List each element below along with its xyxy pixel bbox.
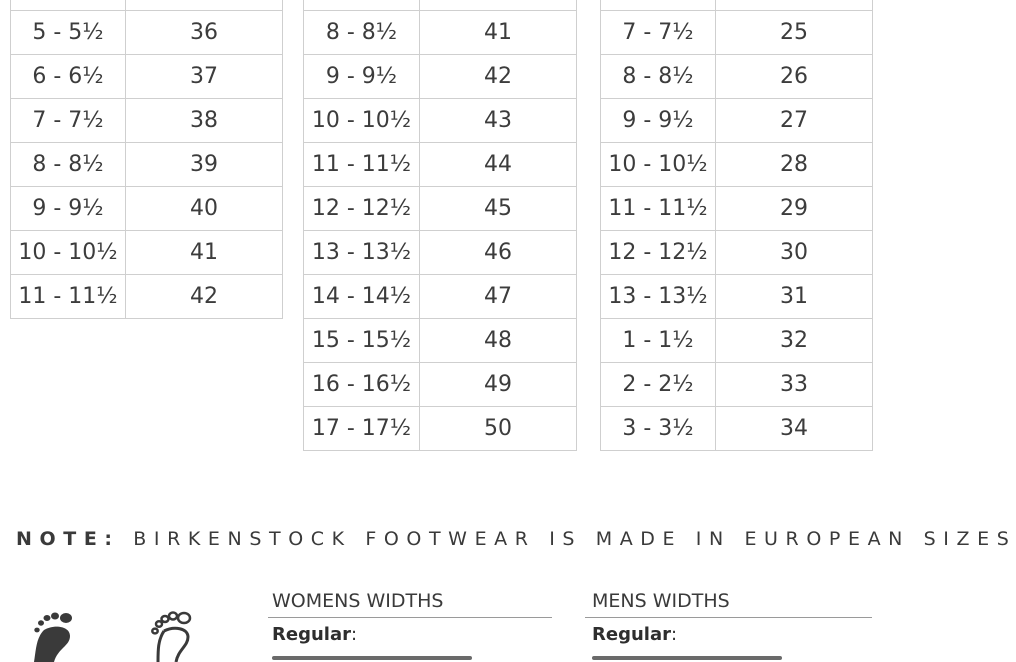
eu-size-cell: 43 <box>420 99 577 143</box>
eu-size-cell: 50 <box>420 407 577 451</box>
womens-widths-heading: WOMENS WIDTHS <box>272 590 444 612</box>
womens-cut-off-text <box>272 656 472 660</box>
us-size-cell: 8 - 8½ <box>601 55 716 99</box>
us-size-cell: 1 - 1½ <box>601 319 716 363</box>
mens-widths-divider <box>585 617 872 618</box>
eu-size-cell: 39 <box>126 143 283 187</box>
eu-size-cell: 28 <box>716 143 873 187</box>
size-table-3 <box>600 0 873 451</box>
eu-size-cell: 30 <box>716 231 873 275</box>
us-size-cell: 10 - 10½ <box>11 231 126 275</box>
eu-size-cell: 41 <box>420 11 577 55</box>
us-size-cell: 5 - 5½ <box>11 11 126 55</box>
eu-size-cell: 26 <box>716 55 873 99</box>
us-size-cell: 7 - 7½ <box>601 11 716 55</box>
size-table-1 <box>10 0 283 319</box>
size-row <box>601 407 873 451</box>
size-row <box>304 363 577 407</box>
size-table-3-body <box>601 0 873 451</box>
mens-regular-text: Regular <box>592 624 671 645</box>
size-row <box>11 275 283 319</box>
eu-size-cell: 40 <box>126 187 283 231</box>
size-row <box>304 275 577 319</box>
eu-size-cell: 31 <box>716 275 873 319</box>
foot-regular-icon <box>14 610 84 662</box>
size-row <box>601 319 873 363</box>
eu-size-cell: 33 <box>716 363 873 407</box>
size-table-2 <box>303 0 577 451</box>
size-row <box>304 143 577 187</box>
size-row <box>601 143 873 187</box>
us-size-cell: 2 - 2½ <box>601 363 716 407</box>
size-row <box>304 319 577 363</box>
us-size-cell: 13 - 13½ <box>601 275 716 319</box>
us-size-cell: 17 - 17½ <box>304 407 420 451</box>
size-row <box>601 363 873 407</box>
us-size-cell: 9 - 9½ <box>304 55 420 99</box>
us-size-cell: 6 - 6½ <box>11 55 126 99</box>
us-size-cell: 10 - 10½ <box>601 143 716 187</box>
eu-size-cell <box>716 0 873 11</box>
eu-size-cell: 32 <box>716 319 873 363</box>
size-row <box>601 275 873 319</box>
size-row <box>304 55 577 99</box>
size-row <box>304 11 577 55</box>
size-row <box>304 0 577 11</box>
us-size-cell <box>11 0 126 11</box>
size-row <box>601 187 873 231</box>
size-row <box>11 143 283 187</box>
mens-regular-label: Regular: <box>592 624 678 645</box>
us-size-cell <box>304 0 420 11</box>
mens-widths-heading: MENS WIDTHS <box>592 590 730 612</box>
size-row <box>11 0 283 11</box>
us-size-cell: 8 - 8½ <box>304 11 420 55</box>
us-size-cell: 16 - 16½ <box>304 363 420 407</box>
size-row <box>601 0 873 11</box>
size-row <box>601 11 873 55</box>
note-text: BIRKENSTOCK FOOTWEAR IS MADE IN EUROPEAN SIZES <box>133 528 1016 550</box>
eu-size-cell: 46 <box>420 231 577 275</box>
eu-size-cell: 36 <box>126 11 283 55</box>
eu-size-cell: 42 <box>126 275 283 319</box>
eu-size-cell: 38 <box>126 99 283 143</box>
us-size-cell: 11 - 11½ <box>304 143 420 187</box>
size-row <box>11 187 283 231</box>
us-size-cell: 12 - 12½ <box>601 231 716 275</box>
eu-size-cell: 37 <box>126 55 283 99</box>
size-row <box>601 231 873 275</box>
womens-regular-label: Regular: <box>272 624 358 645</box>
size-row <box>11 55 283 99</box>
eu-size-cell: 25 <box>716 11 873 55</box>
size-row <box>601 55 873 99</box>
size-row <box>11 231 283 275</box>
womens-regular-text: Regular <box>272 624 351 645</box>
european-sizes-note <box>16 528 1016 550</box>
size-table-2-body <box>304 0 577 451</box>
eu-size-cell: 48 <box>420 319 577 363</box>
us-size-cell: 12 - 12½ <box>304 187 420 231</box>
eu-size-cell: 29 <box>716 187 873 231</box>
eu-size-cell: 47 <box>420 275 577 319</box>
eu-size-cell: 44 <box>420 143 577 187</box>
us-size-cell: 7 - 7½ <box>11 99 126 143</box>
us-size-cell: 11 - 11½ <box>601 187 716 231</box>
mens-cut-off-text <box>592 656 782 660</box>
size-row <box>11 99 283 143</box>
size-table-1-body <box>11 0 283 319</box>
eu-size-cell: 45 <box>420 187 577 231</box>
eu-size-cell: 49 <box>420 363 577 407</box>
us-size-cell: 15 - 15½ <box>304 319 420 363</box>
eu-size-cell <box>420 0 577 11</box>
us-size-cell: 10 - 10½ <box>304 99 420 143</box>
foot-narrow-icon <box>140 610 210 662</box>
eu-size-cell: 41 <box>126 231 283 275</box>
size-row <box>601 99 873 143</box>
size-row <box>11 11 283 55</box>
us-size-cell: 14 - 14½ <box>304 275 420 319</box>
note-label: NOTE: <box>16 528 120 550</box>
us-size-cell: 8 - 8½ <box>11 143 126 187</box>
womens-widths-divider <box>268 617 552 618</box>
eu-size-cell: 34 <box>716 407 873 451</box>
eu-size-cell <box>126 0 283 11</box>
us-size-cell: 9 - 9½ <box>11 187 126 231</box>
eu-size-cell: 42 <box>420 55 577 99</box>
us-size-cell: 11 - 11½ <box>11 275 126 319</box>
size-row <box>304 231 577 275</box>
size-row <box>304 407 577 451</box>
us-size-cell: 9 - 9½ <box>601 99 716 143</box>
eu-size-cell: 27 <box>716 99 873 143</box>
us-size-cell: 3 - 3½ <box>601 407 716 451</box>
size-row <box>304 99 577 143</box>
size-row <box>304 187 577 231</box>
us-size-cell <box>601 0 716 11</box>
us-size-cell: 13 - 13½ <box>304 231 420 275</box>
